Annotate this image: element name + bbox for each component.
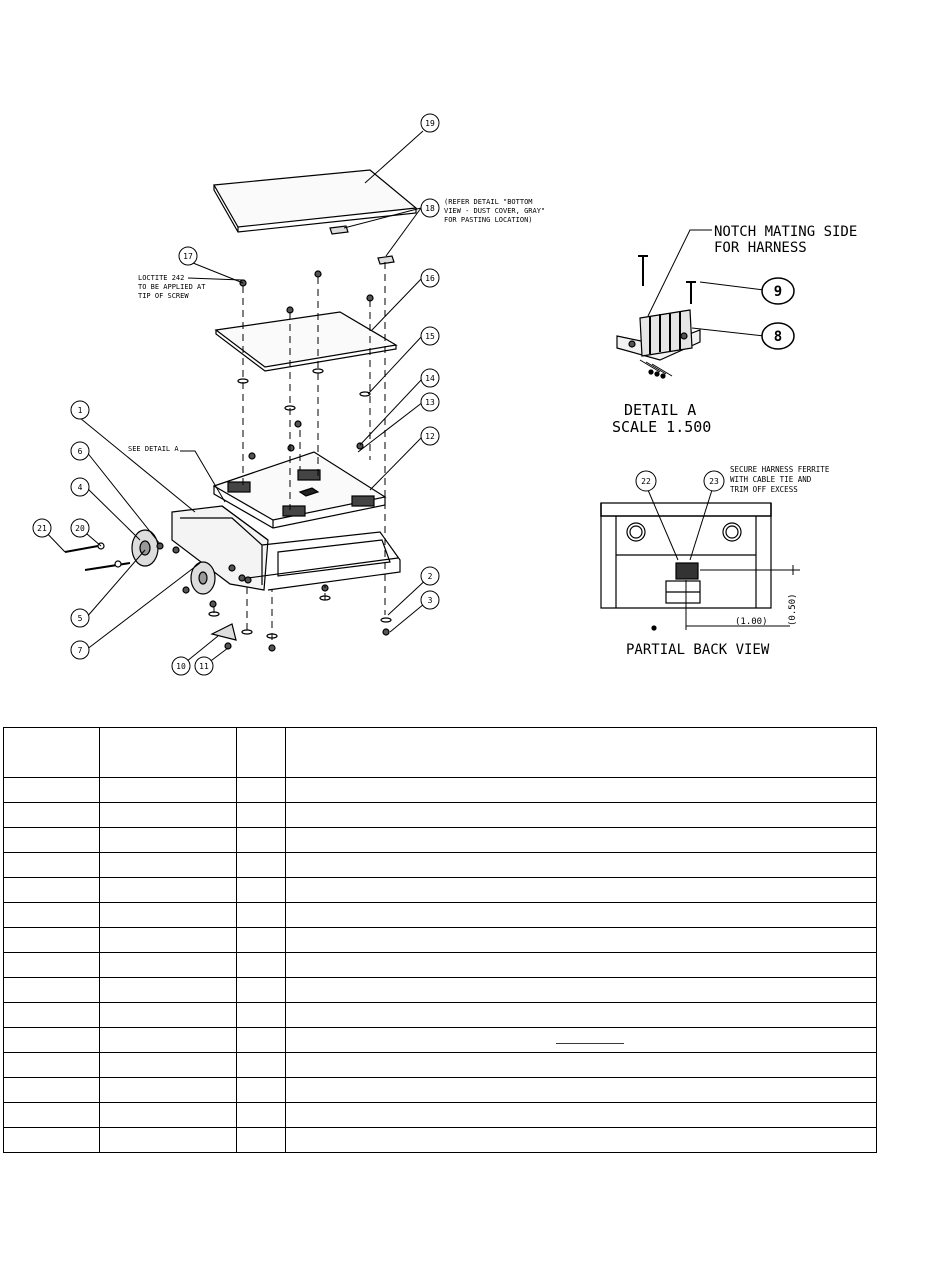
table-header-row <box>4 728 877 778</box>
partial-back-view-drawing <box>601 503 800 630</box>
callout-12: 12 <box>425 432 435 441</box>
callout-16: 16 <box>425 274 435 283</box>
notch-note-line1: NOTCH MATING SIDE <box>714 224 858 240</box>
table-row <box>4 1028 877 1053</box>
base-platform-part <box>214 452 385 528</box>
loctite-note-line2: TO BE APPLIED AT <box>138 283 206 291</box>
refer-note-line2: VIEW - DUST COVER, GRAY" <box>444 207 546 215</box>
table-row <box>4 953 877 978</box>
secure-note-line1: SECURE HARNESS FERRITE <box>730 465 830 474</box>
callout-11: 11 <box>199 662 209 671</box>
see-detail-label: SEE DETAIL A <box>128 445 179 453</box>
loctite-note-line1: LOCTITE 242 <box>138 274 185 282</box>
table-row <box>4 1078 877 1103</box>
callout-7: 7 <box>77 646 83 655</box>
callout-6: 6 <box>77 447 83 456</box>
refer-note-line3: FOR PASTING LOCATION) <box>444 216 533 224</box>
callout-23: 23 <box>709 477 719 486</box>
secure-note-line2: WITH CABLE TIE AND <box>730 475 812 484</box>
callout-17: 17 <box>183 252 193 261</box>
callout-4: 4 <box>77 483 83 492</box>
callout-19: 19 <box>425 119 435 128</box>
notch-note-line2: FOR HARNESS <box>714 240 807 256</box>
label-tab <box>330 226 394 264</box>
table-row <box>4 1003 877 1028</box>
table-row <box>4 878 877 903</box>
table-row <box>4 928 877 953</box>
dimension-horizontal: (1.00) <box>735 617 768 627</box>
callout-2: 2 <box>427 572 433 581</box>
back-view-leaders <box>648 490 712 560</box>
table-row <box>4 778 877 803</box>
callout-8: 8 <box>773 329 783 345</box>
secure-note-line3: TRIM OFF EXCESS <box>730 485 798 494</box>
dust-cover-part <box>214 170 416 232</box>
callout-21: 21 <box>37 524 47 533</box>
callout-9: 9 <box>773 284 783 300</box>
partial-back-view-title: PARTIAL BACK VIEW <box>626 642 770 658</box>
callout-14: 14 <box>425 374 435 383</box>
table-row <box>4 1128 877 1153</box>
callout-13: 13 <box>425 398 435 407</box>
detail-a-drawing <box>617 256 700 378</box>
callout-18: 18 <box>425 204 435 213</box>
loctite-note-line3: TIP OF SCREW <box>138 292 189 300</box>
detail-a-title: DETAIL A <box>624 401 697 419</box>
callout-15: 15 <box>425 332 435 341</box>
table-row <box>4 828 877 853</box>
table-row <box>4 1103 877 1128</box>
callout-20: 20 <box>75 524 85 533</box>
callout-3: 3 <box>427 596 433 605</box>
callout-22: 22 <box>641 477 651 486</box>
dimension-vertical: (0.50) <box>788 593 798 626</box>
table-row <box>4 1053 877 1078</box>
parts-table <box>3 727 877 1153</box>
table-link[interactable] <box>556 1033 624 1044</box>
table-row <box>4 853 877 878</box>
refer-note-line1: (REFER DETAIL "BOTTOM <box>444 198 533 206</box>
table-row <box>4 978 877 1003</box>
back-view-text <box>626 465 830 658</box>
table-row <box>4 803 877 828</box>
table-row <box>4 903 877 928</box>
callout-5: 5 <box>77 614 83 623</box>
detail-a-scale: SCALE 1.500 <box>612 418 712 436</box>
callout-10: 10 <box>176 662 186 671</box>
callout-1: 1 <box>77 406 83 415</box>
